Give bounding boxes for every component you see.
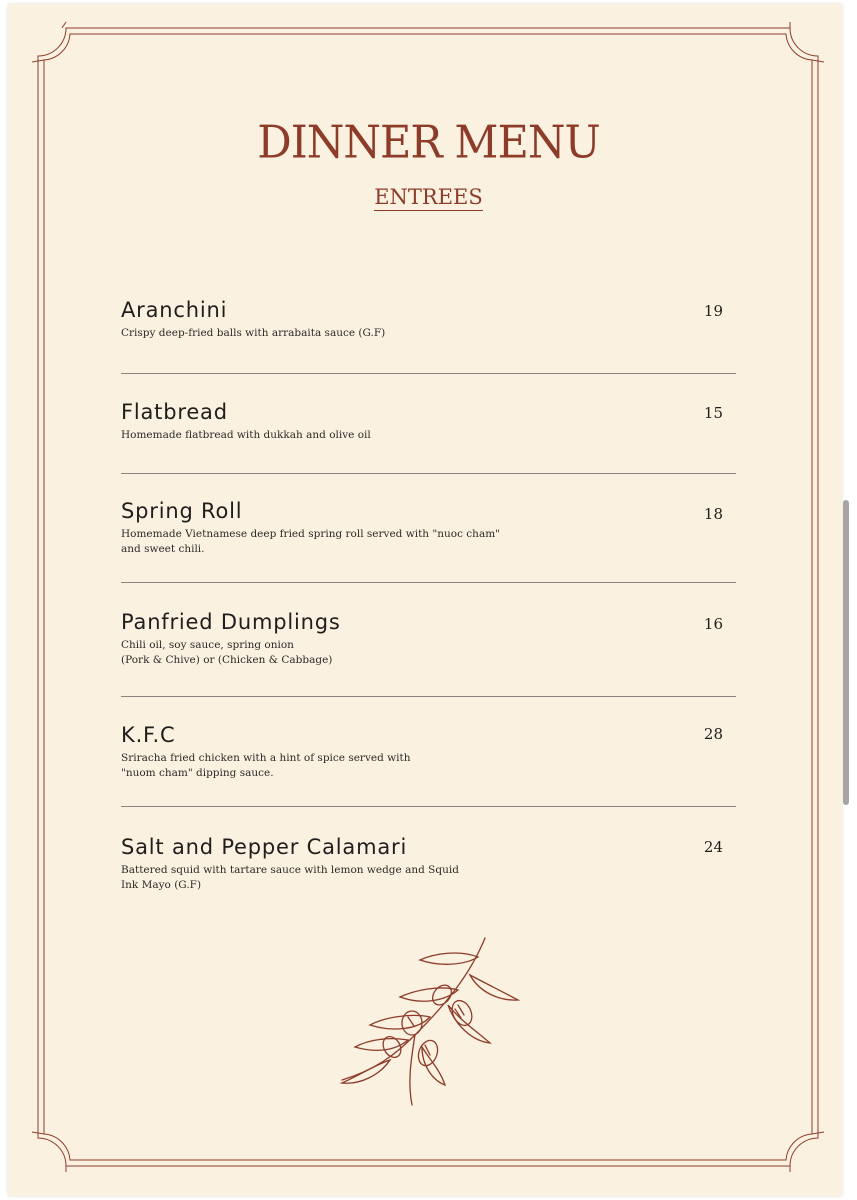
- menu-item-flatbread: [121, 399, 736, 443]
- item-description: Homemade flatbread with dukkah and olive oil: [121, 429, 371, 441]
- item-name: K.F.C: [121, 723, 176, 747]
- item-divider: [121, 806, 736, 807]
- item-description: Crispy deep-fried balls with arrabaita sauce (G.F): [121, 327, 386, 339]
- item-name: Spring Roll: [121, 499, 243, 523]
- item-name: Salt and Pepper Calamari: [121, 835, 408, 859]
- item-price: 18: [703, 505, 723, 523]
- item-price: 15: [703, 404, 723, 422]
- item-price: 24: [703, 838, 723, 856]
- menu-item-spring-roll: [121, 498, 736, 556]
- item-description: Homemade Vietnamese deep fried spring roll served with "nuoc cham" and sweet chili.: [121, 528, 500, 555]
- menu-title: DINNER MENU: [257, 116, 600, 170]
- menu-item-kfc: [121, 722, 736, 780]
- item-description: Sriracha fried chicken with a hint of spice served with "nuom cham" dipping sauce.: [121, 752, 411, 779]
- section-heading-text: ENTREES: [374, 185, 483, 209]
- item-divider: [121, 373, 736, 374]
- item-divider: [121, 582, 736, 583]
- menu-item-aranchini: [121, 297, 736, 341]
- menu-item-salt-pepper-calamari: [121, 834, 736, 892]
- item-description: Battered squid with tartare sauce with lemon wedge and Squid Ink Mayo (G.F): [121, 864, 459, 891]
- item-name: Aranchini: [121, 298, 228, 322]
- item-price: 19: [703, 302, 723, 320]
- olive-branch-icon: [330, 935, 530, 1115]
- menu-item-panfried-dumplings: [121, 609, 736, 667]
- item-description: Chili oil, soy sauce, spring onion (Pork & Chive) or (Chicken & Cabbage): [121, 639, 333, 666]
- item-divider: [121, 473, 736, 474]
- item-price: 28: [703, 725, 723, 743]
- item-name: Flatbread: [121, 400, 228, 424]
- section-heading: [0, 185, 857, 209]
- item-divider: [121, 696, 736, 697]
- item-name: Panfried Dumplings: [121, 610, 341, 634]
- item-price: 16: [703, 615, 723, 633]
